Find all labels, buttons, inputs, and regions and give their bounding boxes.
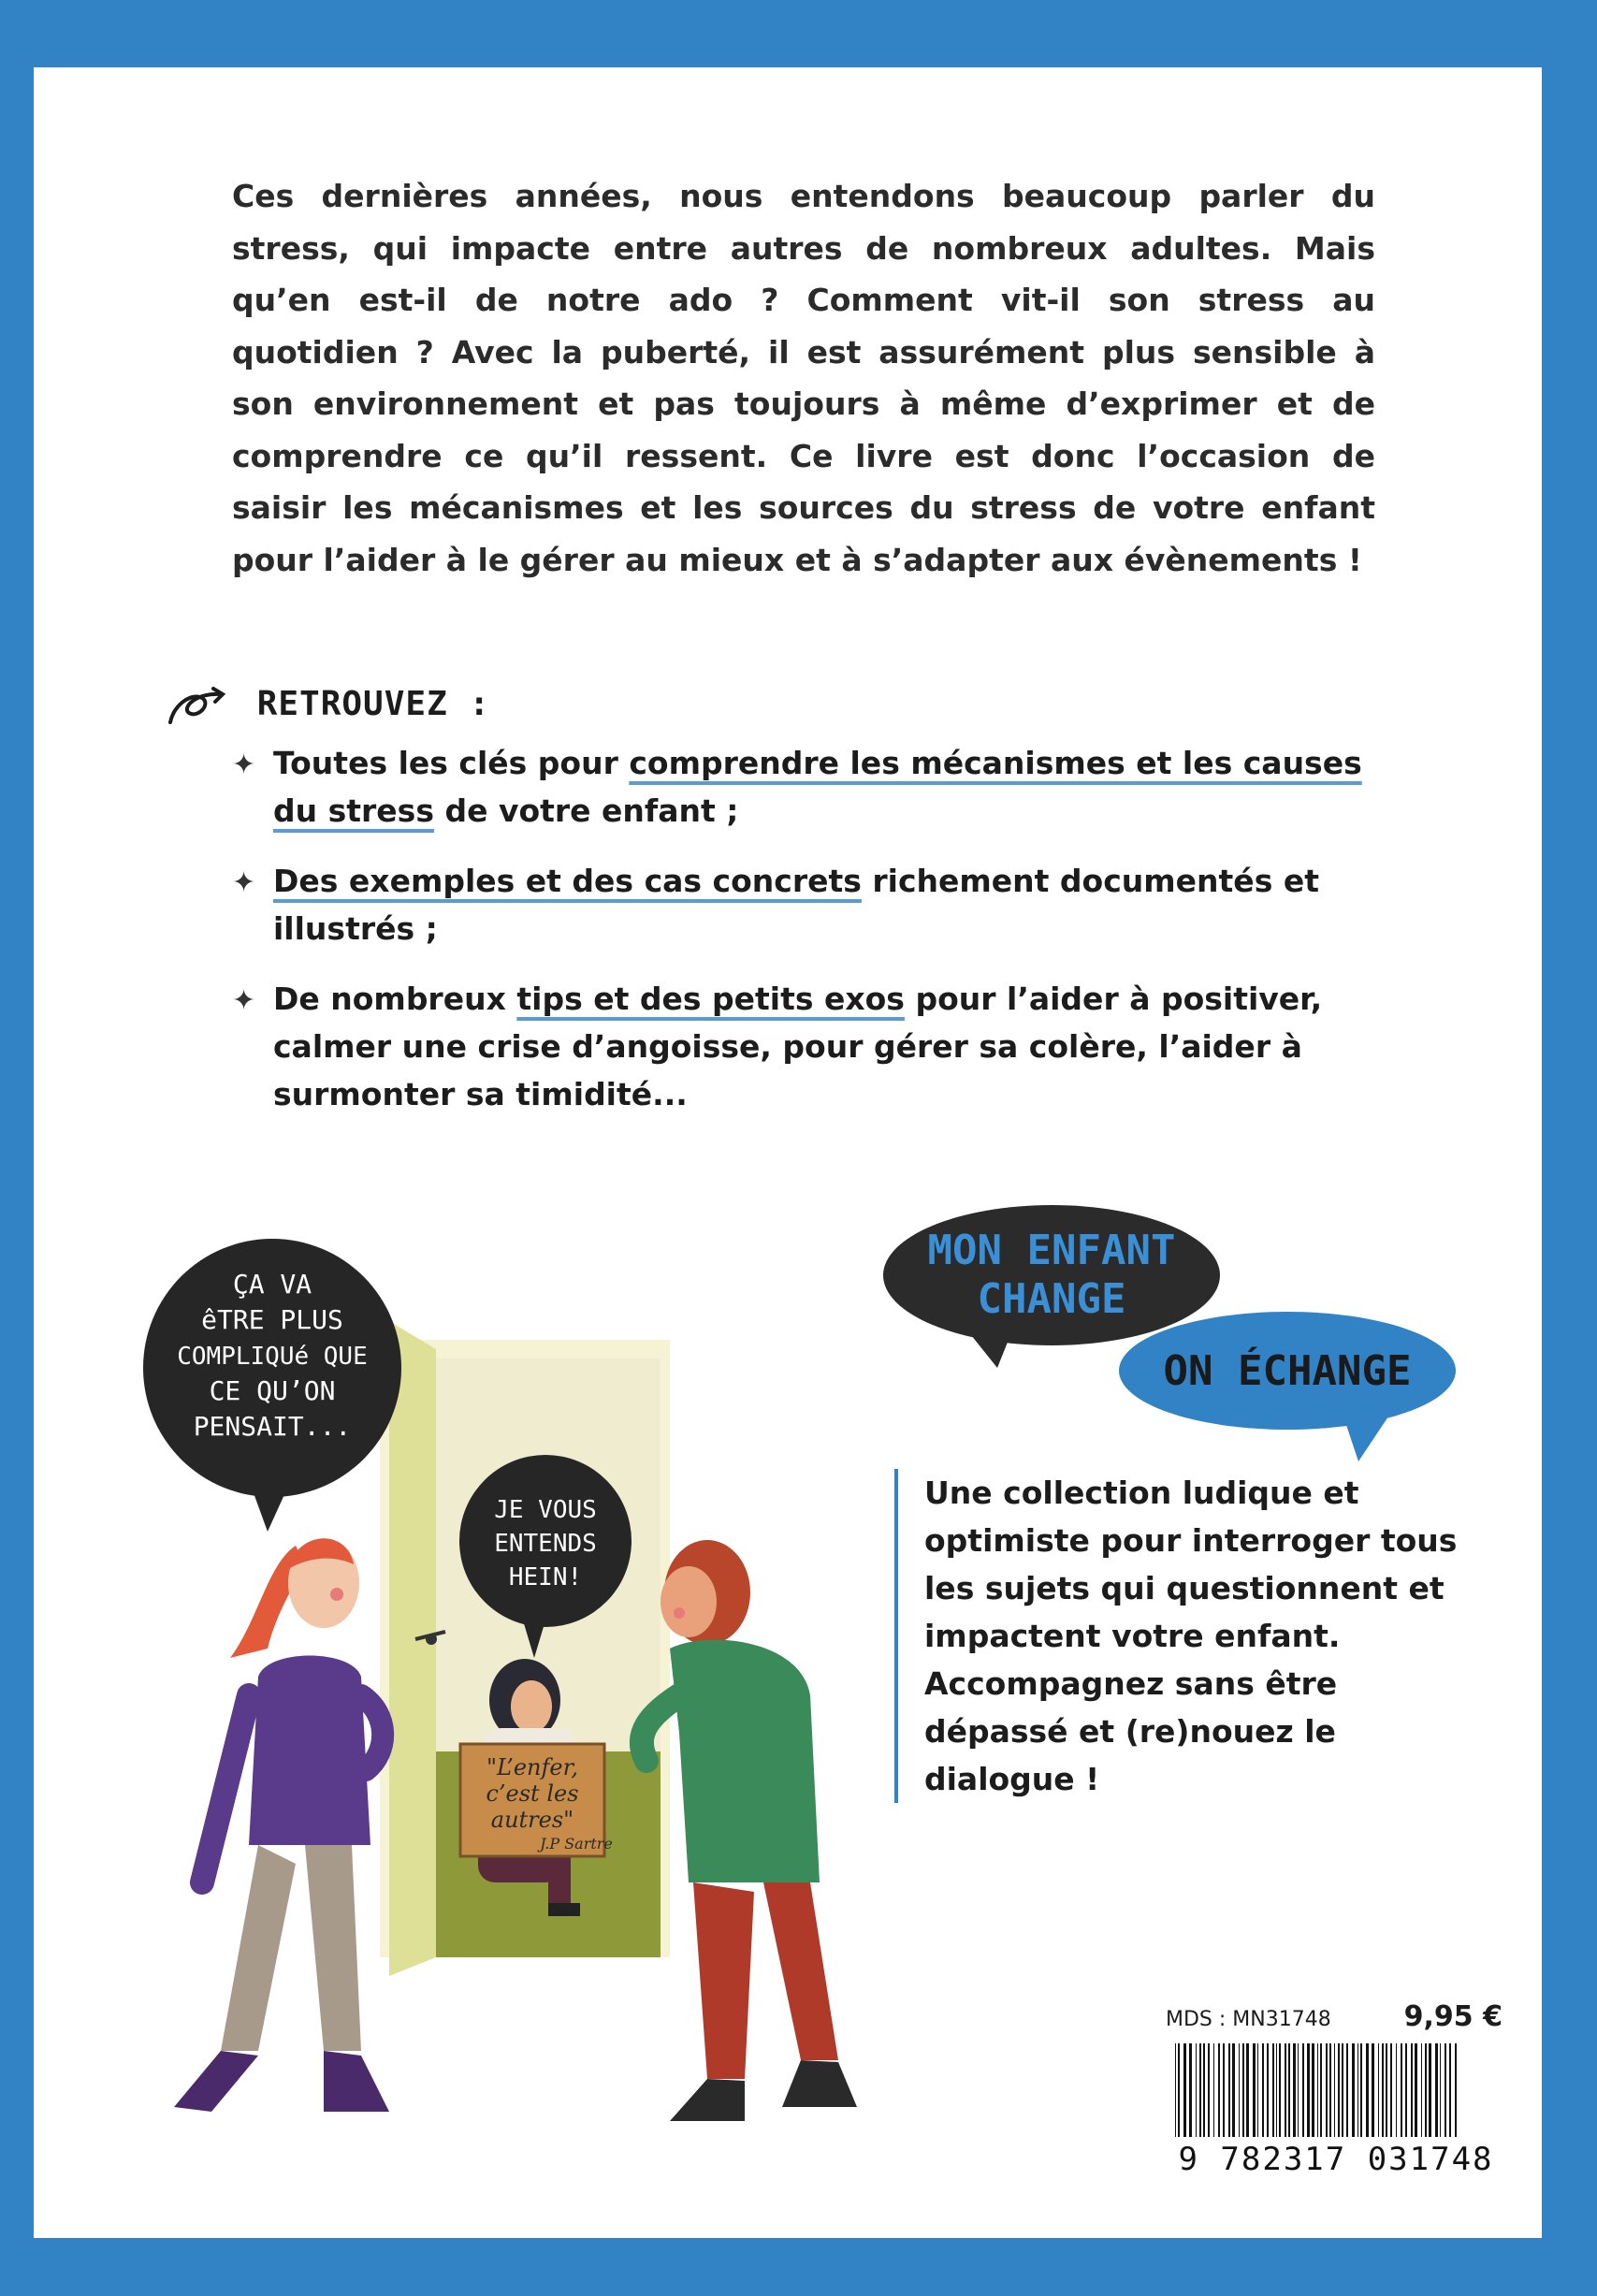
barcode-bar [1405, 2043, 1407, 2137]
sign-line: "L’enfer, [486, 1754, 579, 1780]
barcode-bar [1425, 2043, 1427, 2137]
barcode-bar [1317, 2043, 1318, 2137]
barcode-bar [1329, 2043, 1331, 2137]
bubble-mid-line: ENTENDS [494, 1530, 597, 1558]
barcode-bar [1242, 2043, 1244, 2137]
series-logo-blue [1119, 1312, 1456, 1430]
list-item: ✦ De nombreux tips et des petits exos pour l’aider à positiver, calmer une crise d’angoisse, pour gérer sa colère, l’aider à surmonter sa timidité... [232, 975, 1392, 1118]
barcode-bar [1386, 2043, 1387, 2137]
barcode-bar [1334, 2043, 1335, 2137]
barcode-bar [1415, 2043, 1417, 2137]
barcode-bar [1449, 2043, 1451, 2137]
bubble-left-line: êTRE PLUS [201, 1304, 343, 1335]
barcode-bar [1228, 2043, 1230, 2137]
barcode-bar [1445, 2043, 1446, 2137]
mds-code: MDS : MN31748 [1166, 2008, 1331, 2031]
barcode-bar [1276, 2043, 1277, 2137]
bubble-left-line: CE QU’ON [209, 1375, 336, 1406]
series-logo-line2: CHANGE [977, 1275, 1126, 1323]
intro-paragraph: Ces dernières années, nous entendons beaucoup parler du stress, qui impacte entre autres de nombreux adultes. Mais qu’en est-il de notre ado ? Comment vit-il son stress au quotidien ? Avec la puberté, il est assurément plus sensible à son environnement et pas toujours à même d’exprimer et de comprendre ce qu’il ressent. Ce livre est donc l’occasion de saisir les mécanismes et les sources du stress de votre enfant pour l’aider à le gérer au mieux et à s’adapter aux évènements ! [232, 178, 1375, 578]
barcode-bar [1196, 2043, 1197, 2137]
barcode-bar [1298, 2043, 1299, 2137]
series-logo-dark [883, 1205, 1220, 1345]
sparkle-icon: ✦ [232, 984, 256, 1017]
price: 9,95 € [1403, 2000, 1503, 2033]
list-item: ✦ Des exemples et des cas concrets richement documentés et illustrés ; [232, 857, 1392, 952]
highlight-text: comprendre les mécanismes et les causes du stress [273, 745, 1362, 829]
barcode-bar [1378, 2043, 1379, 2137]
barcode-bar [1288, 2043, 1290, 2137]
barcode [1171, 2043, 1501, 2137]
highlight-text: Des exemples et des cas concrets [273, 863, 862, 899]
barcode-bar [1302, 2043, 1304, 2137]
barcode-bar [1326, 2043, 1328, 2137]
retrouvez-heading [165, 685, 490, 726]
man-figure [642, 1540, 857, 2121]
barcode-bar [1218, 2043, 1220, 2137]
barcode-bar [1346, 2043, 1348, 2137]
sign-line: autres" [490, 1807, 574, 1833]
barcode-bar [1411, 2043, 1413, 2137]
barcode-bar [1382, 2043, 1384, 2137]
list-item: ✦ Toutes les clés pour comprendre les mécanismes et les causes du stress de votre enfant ; [232, 739, 1392, 835]
barcode-bar [1338, 2043, 1340, 2137]
series-logo-line1: MON ENFANT [927, 1227, 1176, 1274]
barcode-bar [1312, 2043, 1314, 2137]
barcode-bar [1253, 2043, 1256, 2137]
barcode-bar [1307, 2043, 1310, 2137]
barcode-bar [1272, 2043, 1274, 2137]
barcode-bar [1372, 2043, 1374, 2137]
barcode-bar [1401, 2043, 1402, 2137]
back-cover [34, 67, 1542, 2238]
barcode-bar [1178, 2043, 1180, 2137]
barcode-bar [1279, 2043, 1281, 2137]
logo-bubble-tail [1340, 1405, 1396, 1461]
barcode-bar [1262, 2043, 1264, 2137]
barcode-bar [1293, 2043, 1296, 2137]
bubble-mid-line: HEIN! [508, 1563, 583, 1591]
bubble-mid-line: JE VOUS [494, 1496, 597, 1524]
retrouvez-label: RETROUVEZ : [256, 685, 491, 723]
bubble-left-line: COMPLIQUé QUE [177, 1343, 368, 1371]
barcode-bar [1239, 2043, 1240, 2137]
barcode-bar [1455, 2043, 1457, 2137]
barcode-bar [1175, 2043, 1176, 2137]
barcode-bar [1232, 2043, 1235, 2137]
barcode-bar [1189, 2043, 1192, 2137]
barcode-bar [1357, 2043, 1358, 2137]
barcode-bar [1203, 2043, 1205, 2137]
curl-arrow-icon [165, 685, 230, 726]
highlight-text: tips et des petits exos [516, 981, 905, 1017]
barcode-bar [1208, 2043, 1210, 2137]
series-logo-line3: ON ÉCHANGE [1163, 1346, 1412, 1395]
barcode-bar [1320, 2043, 1322, 2137]
family-illustration [109, 1209, 913, 2144]
barcode-bar [1285, 2043, 1286, 2137]
barcode-bar [1342, 2043, 1343, 2137]
barcode-bar [1435, 2043, 1438, 2137]
barcode-bar [1360, 2043, 1362, 2137]
price-row [1166, 2000, 1503, 2033]
sign-author: J.P Sartre [540, 1835, 613, 1853]
barcode-bar [1223, 2043, 1225, 2137]
woman-figure [174, 1538, 389, 2112]
bubble-left-line: PENSAIT... [193, 1411, 352, 1442]
retrouvez-list [232, 739, 1392, 1141]
isbn-number: 9 782317 031748 [1178, 2141, 1494, 2178]
barcode-bar [1246, 2043, 1249, 2137]
sign-line: c’est les [486, 1780, 579, 1807]
collection-description: Une collection ludique et optimiste pour interroger tous les sujets qui questionnent et impactent votre enfant. Accompagnez sans être dépassé et (re)nouez le dialogue ! [894, 1469, 1486, 1803]
barcode-bar [1183, 2043, 1186, 2137]
barcode-bar [1267, 2043, 1269, 2137]
barcode-bar [1396, 2043, 1397, 2137]
speech-bubble-left [143, 1239, 401, 1532]
barcode-bar [1199, 2043, 1201, 2137]
bubble-left-line: ÇA VA [232, 1269, 312, 1300]
sparkle-icon: ✦ [232, 866, 256, 899]
sparkle-icon: ✦ [232, 748, 256, 781]
barcode-bar [1352, 2043, 1355, 2137]
barcode-bar [1440, 2043, 1441, 2137]
barcode-bar [1421, 2043, 1422, 2137]
barcode-bar [1390, 2043, 1392, 2137]
barcode-bar [1257, 2043, 1258, 2137]
barcode-bar [1213, 2043, 1214, 2137]
barcode-bar [1429, 2043, 1431, 2137]
barcode-bar [1366, 2043, 1369, 2137]
